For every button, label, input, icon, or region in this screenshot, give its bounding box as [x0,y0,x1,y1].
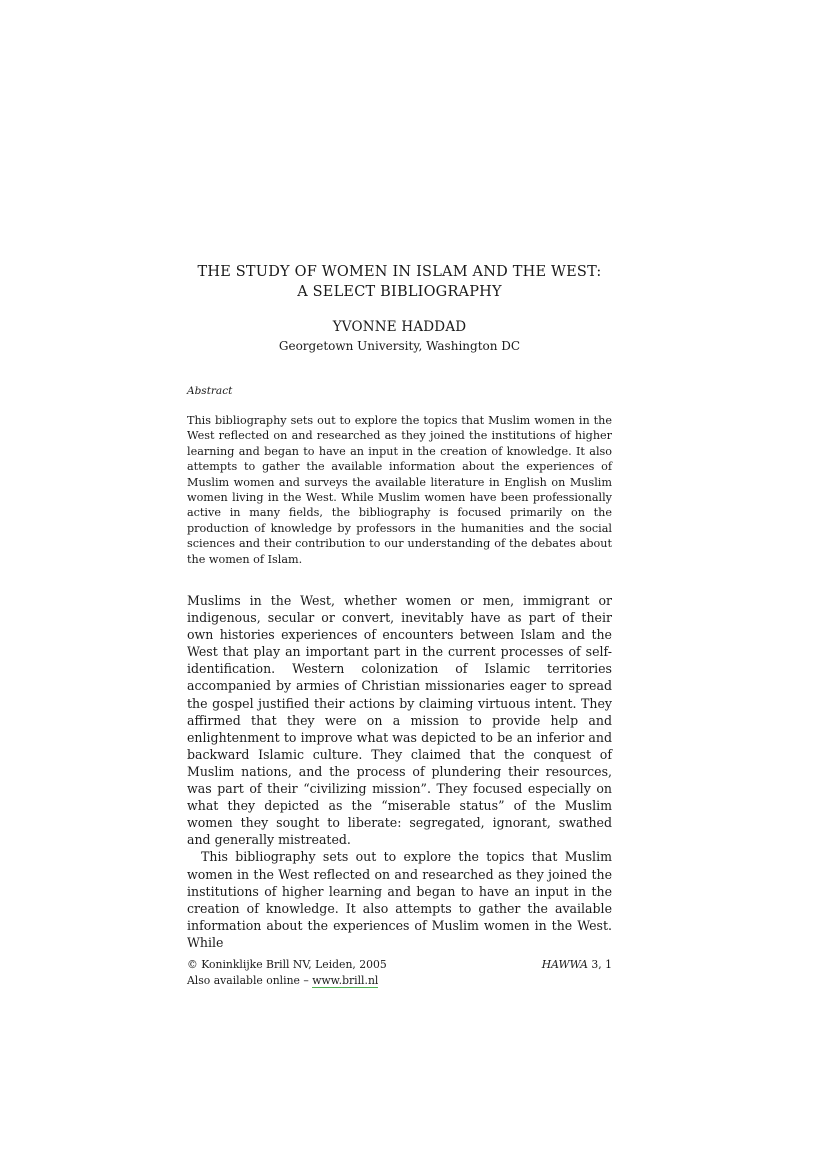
publisher-footer [187,957,387,989]
body-paragraph-1: Muslims in the West, whether women or men, immigrant or indigenous, secular or convert, inevitably have as part of their own histories experiences of encounters between Islam and the West that play an important part in the current processes of self-identification. Western colonization of Islamic territories accompanied by armies of Christian missionaries eager to spread the gospel justified their actions by claiming virtuous intent. They affirmed that they were on a mission to provide help and enlightenment to improve what was depicted to be an inferior and backward Islamic culture. They claimed that the conquest of Muslim nations, and the process of plundering their resources, was part of their “civilizing mission”. They focused especially on what they depicted as the “miserable status” of the Muslim women they sought to liberate: segregated, ignorant, swathed and generally mistreated. [187,593,612,848]
journal-issue: 3, 1 [587,958,612,971]
body-paragraph-2: This bibliography sets out to explore the topics that Muslim women in the West reflected on and researched as they joined the institutions of higher learning and began to have an input in the creation of knowledge. It also attempts to gather the available information about the experiences of Muslim women in the West. While [187,849,612,950]
online-availability-line [187,973,387,989]
abstract-heading: Abstract [187,385,233,397]
author-name: YVONNE HADDAD [332,319,467,335]
online-prefix: Also available online – [187,974,313,987]
author-affiliation: Georgetown University, Washington DC [278,339,521,353]
article-title [186,262,613,302]
title-line-1: THE STUDY OF WOMEN IN ISLAM AND THE WEST: [197,264,602,280]
journal-citation [542,957,612,973]
copyright-line: © Koninklijke Brill NV, Leiden, 2005 [187,958,387,971]
brill-website-link[interactable]: www.brill.nl [312,974,379,987]
article-body [187,592,612,951]
journal-name: HAWWA [541,958,588,971]
abstract-text: This bibliography sets out to explore the topics that Muslim women in the West reflected on and researched as they joined the institutions of higher learning and began to have an input in the creation of knowledge. It also attempts to gather the available information about the experiences of Muslim women and surveys the available literature in English on Muslim women living in the West. While Muslim women have been professionally active in many fields, the bibliography is focused primarily on the production of knowledge by professors in the humanities and the social sciences and their contribution to our understanding of the debates about the women of Islam. [187,414,612,566]
title-line-2: A SELECT BIBLIOGRAPHY [297,284,502,300]
